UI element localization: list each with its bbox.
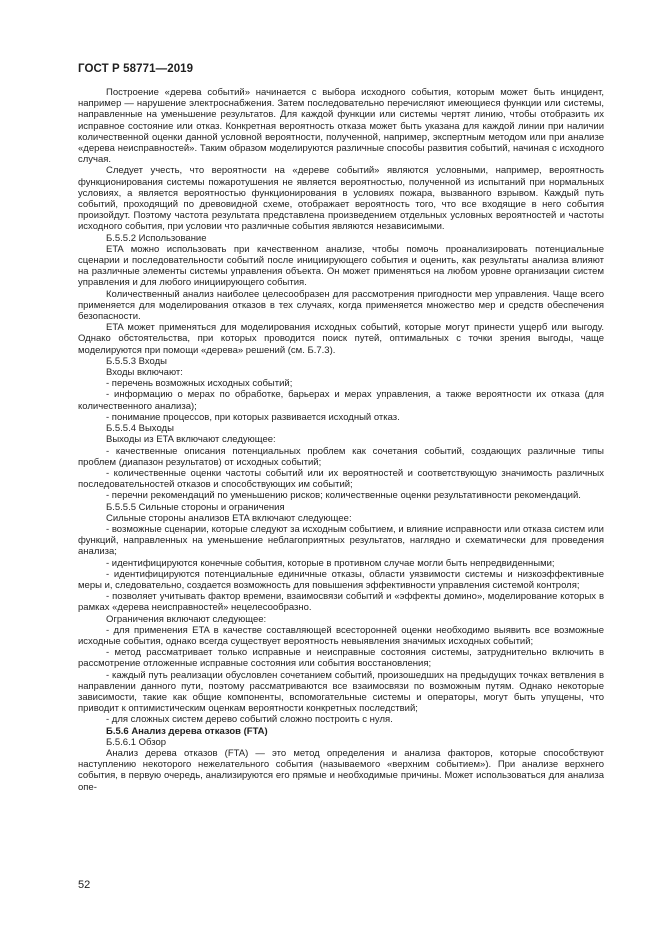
list-item: - позволяет учитывать фактор времени, взаимосвязи событий и «эффекты домино», моделирование которых в рамках «дерева неисправностей» нецелесообразно. xyxy=(78,591,604,614)
list-item: - перечни рекомендаций по уменьшению рисков; количественные оценки результативности рекомендаций. xyxy=(106,490,581,502)
paragraph: Следует учесть, что вероятности на «дереве событий» являются условными, например, вероятность функционирования системы пожаротушения не является вероятностью, полученной из испытаний при нормальных условиях, а является вероятностью функционирования в условиях пожара, вызванного взрывом. Каждый путь событий, проходящий по древовидной схеме, отображает вероятность того, что все входящие в него события произойдут. Поэтому частота результата представлена произведением отдельных условных вероятностей и частоты исходного события, при условии что различные события являются независимыми. xyxy=(78,165,604,233)
paragraph: Анализ дерева отказов (FTA) — это метод определения и анализа факторов, которые способствуют наступлению некоторого нежелательного события (называемого «верхним событием»). При анализе верхнего события, в первую очередь, анализируются его прямые и необходимые причины. Может использоваться для анализа опе- xyxy=(78,747,604,793)
paragraph: Выходы из ETA включают следующее: xyxy=(106,434,276,446)
list-item: - для применения ETA в качестве составляющей всесторонней оценки необходимо выявить все возможные исходные события, однако всегда существует вероятность невыявления значимых исходных событий; xyxy=(78,624,604,647)
list-item: - идентифицируются потенциальные единичные отказы, области уязвимости системы и низкоэффективные меры и, следовательно, создается возможность для повышения эффективности управления системой контроля; xyxy=(78,568,604,591)
paragraph: ETA может применяться для моделирования исходных событий, которые могут принести ущерб или выгоду. Однако обстоятельства, при которых проводится поиск путей, оптимальных с точки зрения выгоды, чаще моделируются при помощи «дерева» решений (см. Б.7.3). xyxy=(78,322,604,356)
list-item: - метод рассматривает только исправные и неисправные состояния системы, затруднительно включить в рассмотрение отложенные исправные состояния или события восстановления; xyxy=(78,647,604,670)
section-heading: Б.5.5.5 Сильные стороны и ограничения xyxy=(106,501,285,513)
page-number: 52 xyxy=(78,879,91,891)
section-heading: Б.5.5.2 Использование xyxy=(106,232,207,244)
list-item: - возможные сценарии, которые следуют за исходным событием, и влияние исправности или отказа систем или функций, направленных на уменьшение неблагоприятных результатов, наглядно и схематически для проведения анализа; xyxy=(78,523,604,558)
list-item: - качественные описания потенциальных проблем как сочетания событий, создающих различные типы проблем (диапазон результатов) от исходных событий; xyxy=(78,445,604,468)
document-header: ГОСТ Р 58771—2019 xyxy=(78,63,194,75)
section-heading: Б.5.5.4 Выходы xyxy=(106,423,174,435)
section-heading-bold: Б.5.6 Анализ дерева отказов (FTA) xyxy=(106,725,268,737)
list-item: - информацию о мерах по обработке, барьерах и мерах управления, а также вероятности их отказа (для количественного анализа); xyxy=(78,389,604,412)
paragraph: Входы включают: xyxy=(106,367,183,379)
list-item: - каждый путь реализации обусловлен сочетанием событий, произошедших на предыдущих точках ветвления в направлении данного пути, поэтому рассматриваются все взаимосвязи по возможным путям. Однако некоторые зависимости, такие как общие компоненты, вспомогательные системы и операторы, могут быть упущены, что приводит к оптимистическим оценкам вероятности конкретных последствий; xyxy=(78,669,604,715)
list-item: - для сложных систем дерево событий сложно построить с нуля. xyxy=(106,714,393,726)
document-body xyxy=(78,87,604,793)
list-item: - перечень возможных исходных событий; xyxy=(106,378,293,390)
list-item: - понимание процессов, при которых развивается исходный отказ. xyxy=(106,411,400,423)
paragraph: Ограничения включают следующее: xyxy=(106,613,267,625)
paragraph: Количественный анализ наиболее целесообразен для рассмотрения пригодности мер управления. Чаще всего применяется для моделирования отказов в тех случаях, когда применяется множество мер и средств обеспечения безопасности. xyxy=(78,288,604,323)
section-heading: Б.5.5.3 Входы xyxy=(106,355,167,367)
paragraph: ETA можно использовать при качественном анализе, чтобы помочь проанализировать потенциальные сценарии и последовательности событий после инициирующего события и оценить, как результаты анализа влияют на различные элементы системы управления объекта. Он может применяться на любом уровне организации систем управления и для любого инициирующего события. xyxy=(78,243,604,289)
paragraph: Сильные стороны анализов ETA включают следующее: xyxy=(106,512,352,524)
list-item: - идентифицируются конечные события, которые в противном случае могли быть непредвиденными; xyxy=(106,557,555,569)
section-heading: Б.5.6.1 Обзор xyxy=(106,736,167,748)
list-item: - количественные оценки частоты событий или их вероятностей и соответствующую значимость различных последовательностей отказов и способствующих им событий; xyxy=(78,467,604,491)
paragraph: Построение «дерева событий» начинается с выбора исходного события, которым может быть инцидент, например — нарушение электроснабжения. Затем последовательно перечисляют имеющиеся функции или системы, направленные на уменьшение результатов. Для каждой функции или системы чертят линию, чтобы отобразить их исправное состояние или отказ. Конкретная вероятность отказа может быть указана для каждой линии при наличии количественной оценки данной условной вероятности, полученной, например, экспертным методом или при анализе «дерева неисправностей». Таким образом моделируются различные способы развития событий, начиная с исходного случая. xyxy=(78,87,604,166)
